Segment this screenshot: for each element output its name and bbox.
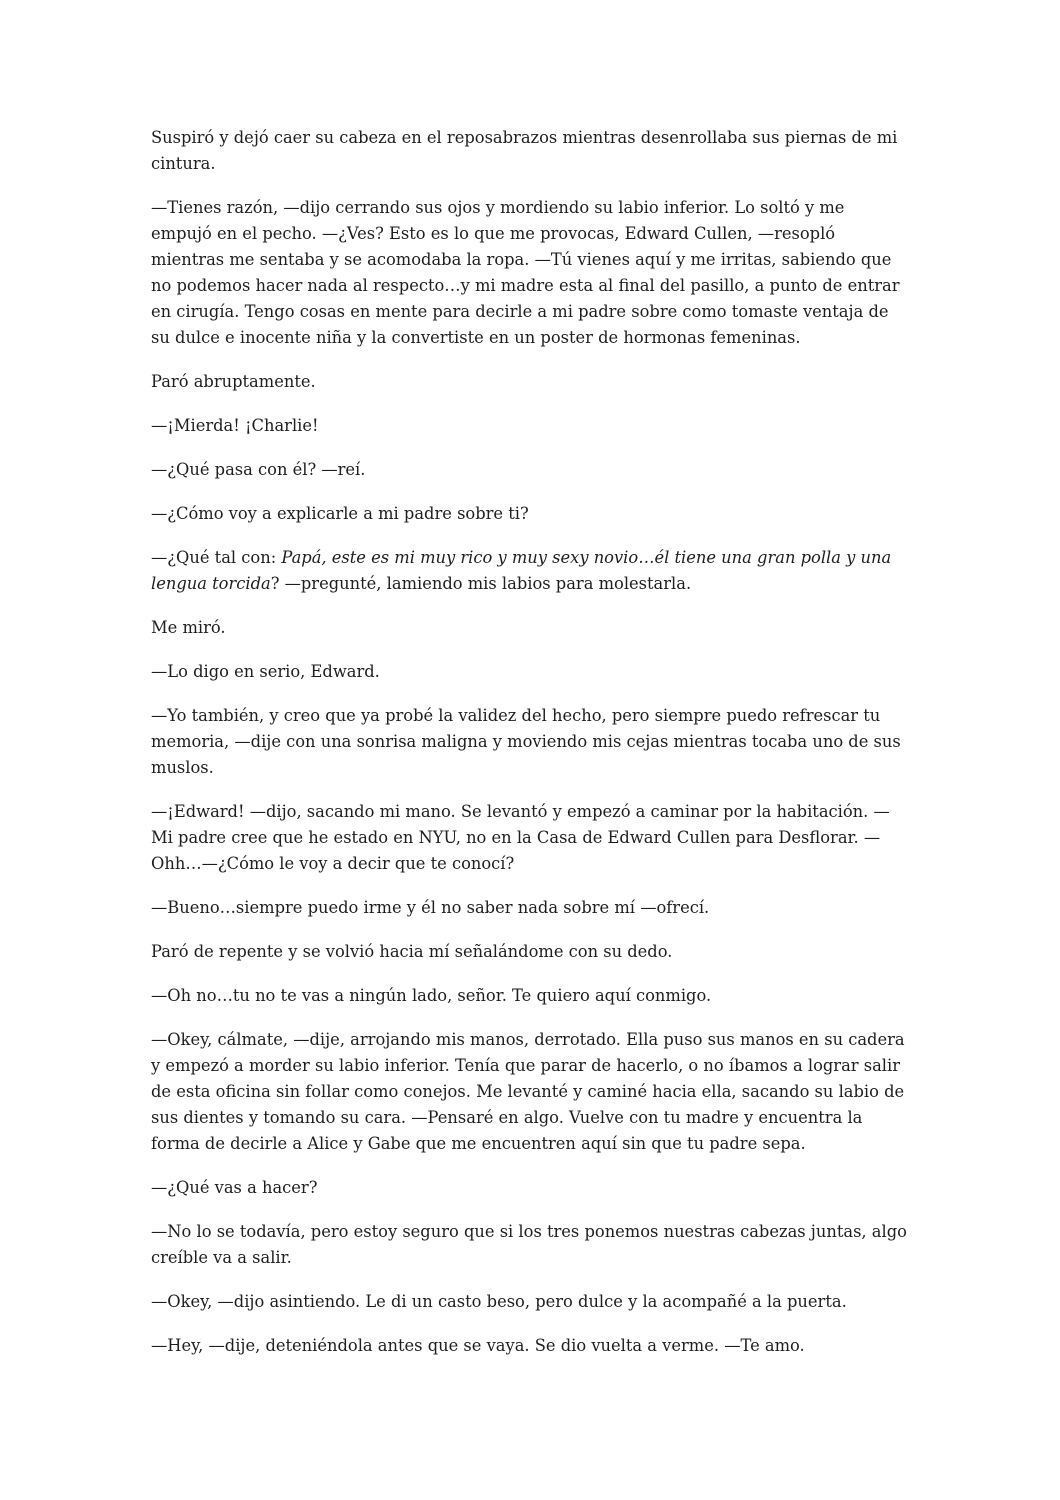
paragraph: —¿Qué pasa con él? —reí.	[151, 460, 366, 479]
paragraph: Paró de repente y se volvió hacia mí señalándome con su dedo.	[151, 942, 673, 961]
paragraph-text-before: —¿Qué tal con:	[151, 548, 282, 567]
paragraph: —Okey, —dijo asintiendo. Le di un casto beso, pero dulce y la acompañé a la puerta.	[151, 1292, 847, 1311]
paragraph: Suspiró y dejó caer su cabeza en el reposabrazos mientras desenrollaba sus piernas de mi cintura.	[151, 128, 898, 173]
italic-quote: Papá, este es mi muy rico y muy sexy novio…él tiene una gran polla y una lengua torcida	[151, 548, 892, 593]
paragraph: —Bueno…siempre puedo irme y él no saber nada sobre mí —ofrecí.	[151, 898, 710, 917]
paragraph-text-after: ? —pregunté, lamiendo mis labios para molestarla.	[270, 574, 692, 593]
paragraph: —No lo se todavía, pero estoy seguro que si los tres ponemos nuestras cabezas juntas, algo creíble va a salir.	[151, 1222, 907, 1267]
paragraph: —¿Qué vas a hacer?	[151, 1178, 318, 1197]
paragraph: Me miró.	[151, 618, 226, 637]
paragraph: —Okey, cálmate, —dije, arrojando mis manos, derrotado. Ella puso sus manos en su cadera y empezó a morder su labio inferior. Tenía que parar de hacerlo, o no íbamos a lograr salir de esta oficina sin follar como conejos. Me levanté y caminé hacia ella, sacando su labio de sus dientes y tomando su cara. —Pensaré en algo. Vuelve con tu madre y encuentra la forma de decirle a Alice y Gabe que me encuentren aquí sin que tu padre sepa.	[151, 1030, 905, 1153]
document-body	[151, 125, 907, 1377]
paragraph: —Lo digo en serio, Edward.	[151, 662, 380, 681]
paragraph: —¿Cómo voy a explicarle a mi padre sobre ti?	[151, 504, 529, 523]
paragraph: —Tienes razón, —dijo cerrando sus ojos y mordiendo su labio inferior. Lo soltó y me empujó en el pecho. —¿Ves? Esto es lo que me provocas, Edward Cullen, —resopló mientras me sentaba y se acomodaba la ropa. —Tú vienes aquí y me irritas, sabiendo que no podemos hacer nada al respecto…y mi madre esta al final del pasillo, a punto de entrar en cirugía. Tengo cosas en mente para decirle a mi padre sobre como tomaste ventaja de su dulce e inocente niña y la convertiste en un poster de hormonas femeninas.	[151, 198, 900, 347]
paragraph: —Oh no…tu no te vas a ningún lado, señor. Te quiero aquí conmigo.	[151, 986, 712, 1005]
paragraph-with-italic	[151, 545, 907, 597]
paragraph: Paró abruptamente.	[151, 372, 316, 391]
paragraph: —¡Edward! —dijo, sacando mi mano. Se levantó y empezó a caminar por la habitación. —Mi padre cree que he estado en NYU, no en la Casa de Edward Cullen para Desflorar. —Ohh…—¿Cómo le voy a decir que te conocí?	[151, 802, 890, 873]
paragraph: —Hey, —dije, deteniéndola antes que se vaya. Se dio vuelta a verme. —Te amo.	[151, 1336, 805, 1355]
paragraph: —Yo también, y creo que ya probé la validez del hecho, pero siempre puedo refrescar tu memoria, —dije con una sonrisa maligna y moviendo mis cejas mientras tocaba uno de sus muslos.	[151, 706, 901, 777]
paragraph: —¡Mierda! ¡Charlie!	[151, 416, 319, 435]
